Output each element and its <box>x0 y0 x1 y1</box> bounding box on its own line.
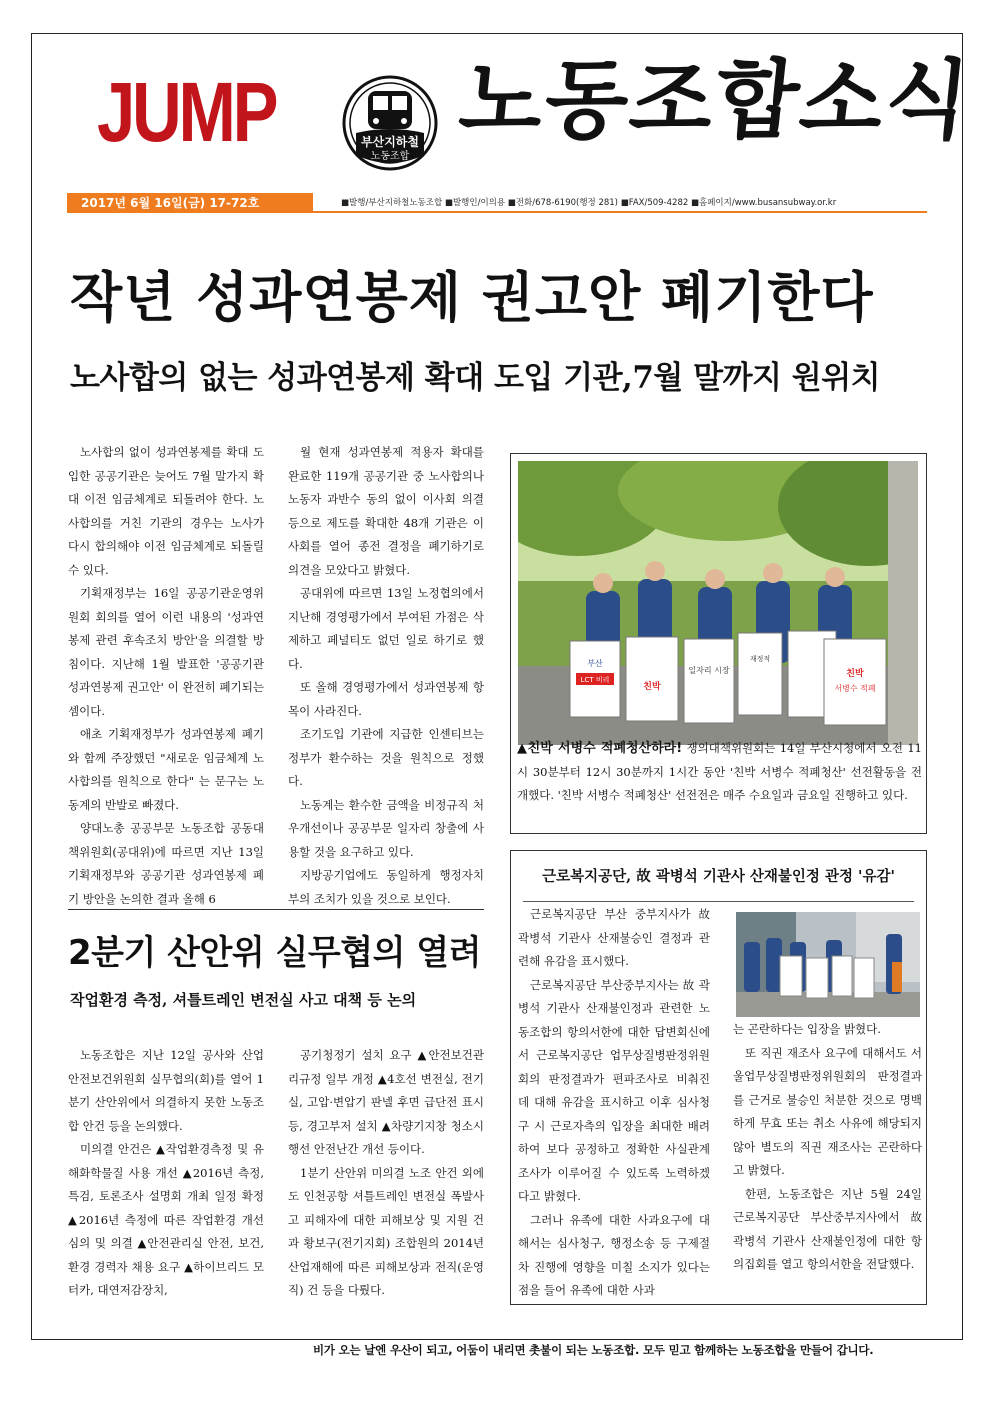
header-rule <box>313 211 927 213</box>
paragraph: 노사합의 없이 성과연봉제를 확대 도입한 공공기관은 늦어도 7월 말가지 확대 이전 임금체계로 되돌려야 한다. 노사합의를 거친 기관의 경우는 노사가 다시 합의해야 이전 임금체계로 되돌릴 수 있다. <box>68 445 264 577</box>
svg-text:친박: 친박 <box>643 682 661 692</box>
paragraph: 1분기 산안위 미의결 노조 안건 외에도 인천공항 셔틀트레인 변전실 폭발사고 피해자에 대한 피해보상 및 지원 건과 황보구(전기지회) 조합원의 2014년 산업재해에 따른 피해보상과 전직(운영직) 건 등을 다뤘다. <box>288 1165 484 1297</box>
paragraph: 기획재정부는 16일 공공기관운영위원회 회의를 열어 이런 내용의 '성과연봉제 관련 후속조치 방안'을 의결할 방침이다. 지난해 1월 발표한 '공공기관 성과연봉제 권고안' 이 완전히 폐기되는 셈이다. <box>68 586 264 718</box>
lead-subheadline: 노사합의 없는 성과연봉제 확대 도입 기관,7월 말까지 원위치 <box>70 360 881 396</box>
svg-text:LCT 비리: LCT 비리 <box>580 676 610 684</box>
publisher-info: ■발행/부산지하철노동조합 ■발행인/이의용 ■전화/678-6190(행정 281) ■FAX/509-4282 ■홈페이지/www.busansubway.or.kr <box>341 198 837 208</box>
lead-column-1 <box>68 441 264 911</box>
svg-text:부산: 부산 <box>587 659 603 668</box>
svg-text:일자리 시장: 일자리 시장 <box>688 666 730 675</box>
emblem-text-top: 부산지하철 <box>361 135 419 149</box>
paragraph: 애초 기획재정부가 성과연봉제 폐기와 함께 주장했던 "새로운 임금체계 노사합의를 원칙으로 한다" 는 문구는 노동계의 반발로 빠졌다. <box>68 727 264 812</box>
second-headline: 2분기 산안위 실무협의 열려 <box>68 933 481 973</box>
photo-caption <box>517 737 922 808</box>
paragraph: 근로복지공단 부산 중부지사가 故 곽병석 기관사 산재불승인 결정과 관련해 유감을 표시했다. <box>518 907 710 968</box>
section-divider <box>68 909 484 910</box>
protest-photo <box>518 461 918 745</box>
union-emblem-icon <box>342 75 438 171</box>
second-subheadline: 작업환경 측정, 셔틀트레인 변전실 사고 대책 등 논의 <box>70 991 417 1009</box>
paragraph: 노동계는 환수한 금액을 비정규직 처우개선이나 공공부문 일자리 창출에 사용할 것을 요구하고 있다. <box>288 797 484 859</box>
paragraph: 조기도입 기관에 지급한 인센티브는 정부가 환수하는 것을 원칙으로 정했다. <box>288 727 484 788</box>
emblem-text-bottom: 노동조합 <box>370 151 410 162</box>
second-column-1 <box>68 1044 264 1303</box>
boxed-column-2 <box>733 1018 922 1277</box>
paragraph: 또 직권 재조사 요구에 대해서도 서울업무상질병판정위원회의 판정결과를 근거로 불승인 처분한 것으로 명백하게 무효 또는 취소 사유에 해당되지 않아 별도의 직권 재조사는 곤란하다고 밝혔다. <box>733 1045 922 1177</box>
paragraph: 공기청정기 설치 요구 ▲안전보건관리규정 일부 개정 ▲4호선 변전실, 전기실, 고압·변압기 판넬 후면 급단전 표시등, 경고부저 설치 ▲차량기지창 청소시행선 안전난간 개선 등이다. <box>288 1048 484 1156</box>
svg-text:서병수 적폐: 서병수 적폐 <box>834 684 876 693</box>
svg-text:재정적: 재정적 <box>749 655 771 663</box>
paragraph: 월 현재 성과연봉제 적용자 확대를 완료한 119개 공공기관 중 노사합의나 노동자 과반수 동의 없이 이사회 의결 등으로 제도를 확대한 48개 기관은 이사회를 열어 종전 결정을 폐기하기로 의견을 모았다고 밝혔다. <box>288 445 484 577</box>
caption-title: ▲친박 서병수 적폐청산하라! <box>517 741 683 756</box>
boxed-title-rule <box>523 901 914 902</box>
boxed-article-title: 근로복지공단, 故 곽병석 기관사 산재불인정 관정 '유감' <box>542 868 895 885</box>
rally-photo <box>736 912 920 1017</box>
lead-headline: 작년 성과연봉제 권고안 폐기한다 <box>70 266 874 329</box>
paragraph: 그러나 유족에 대한 사과요구에 대해서는 심사청구, 행정소송 등 구제절차 진행에 영향을 미칠 소지가 있다는 점을 들어 유족에 대한 사과 <box>518 1212 710 1297</box>
boxed-column-1 <box>518 903 710 1303</box>
paragraph: 미의결 안건은 ▲작업환경측정 및 유해화학물질 사용 개선 ▲2016년 측정, 특검, 토론조사 설명회 개최 일정 확정 ▲2016년 측정에 따른 작업환경 개선 심의 및 의결 ▲안전관리실 안전, 보건, 환경 경력자 채용 요구 ▲하이브리드 모터카, 대연저감장치, <box>68 1142 264 1297</box>
footer-slogan: 비가 오는 날엔 우산이 되고, 어둠이 내리면 촛불이 되는 노동조합. 모두 믿고 함께하는 노동조합을 만들어 갑니다. <box>313 1343 874 1357</box>
newsletter-title: 노동조합소식 <box>454 50 976 151</box>
paragraph: 노동조합은 지난 12일 공사와 산업안전보건위원회 실무협의(회)를 열어 1분기 산안위에서 의결하지 못한 노동조합 안건 등을 논의했다. <box>68 1048 264 1133</box>
paragraph: 지방공기업에도 동일하게 행정자치부의 조치가 있을 것으로 보인다. <box>288 868 484 906</box>
paragraph: 또 올해 경영평가에서 성과연봉제 항목이 사라진다. <box>288 680 484 718</box>
issue-date-bar: 2017년 6월 16일(금) 17-72호 <box>67 193 313 213</box>
paragraph: 근로복지공단 부산중부지사는 故 곽병석 기관사 산재불인정과 관련한 노동조합의 항의서한에 대한 답변회신에서 근로복지공단 업무상질병판정위원회의 판정결과가 편파조사로 비춰진 데 대해 유감을 표시하고 이후 심사청구 시 근로자측의 입장을 최대한 배려하여 보다 공정하고 정확한 사실관계 조사가 이루어질 수 있도록 노력하겠다고 밝혔다. <box>518 977 710 1203</box>
paragraph: 는 곤란하다는 입장을 밝혔다. <box>733 1022 881 1036</box>
paragraph: 공대위에 따르면 13일 노정협의에서 지난해 경영평가에서 부여된 가점은 삭제하고 페널티도 없던 일로 하기로 했다. <box>288 586 484 671</box>
jump-logo: JUMP <box>97 65 276 159</box>
lead-column-2 <box>288 441 484 911</box>
caption-text: 쟁의대책위원회는 14일 부산시청에서 오전 11시 30분부터 12시 30분까지 1시간 동안 '친박 서병수 적폐청산' 선전활동을 전개했다. '친박 서병수 적폐청산' 선전전은 매주 수요일과 금요일 진행하고 있다. <box>517 741 922 802</box>
paragraph: 한편, 노동조합은 지난 5월 24일 근로복지공단 부산중부지사에서 故 곽병석 기관사 산재불인정에 대한 항의집회를 열고 항의서한을 전달했다. <box>733 1186 922 1271</box>
second-column-2 <box>288 1044 484 1303</box>
paragraph: 양대노총 공공부문 노동조합 공동대책위원회(공대위)에 따르면 지난 13일 기획재정부와 공공기관 성과연봉제 폐기 방안을 논의한 결과 올해 6 <box>68 821 264 906</box>
svg-text:친박: 친박 <box>846 669 864 679</box>
